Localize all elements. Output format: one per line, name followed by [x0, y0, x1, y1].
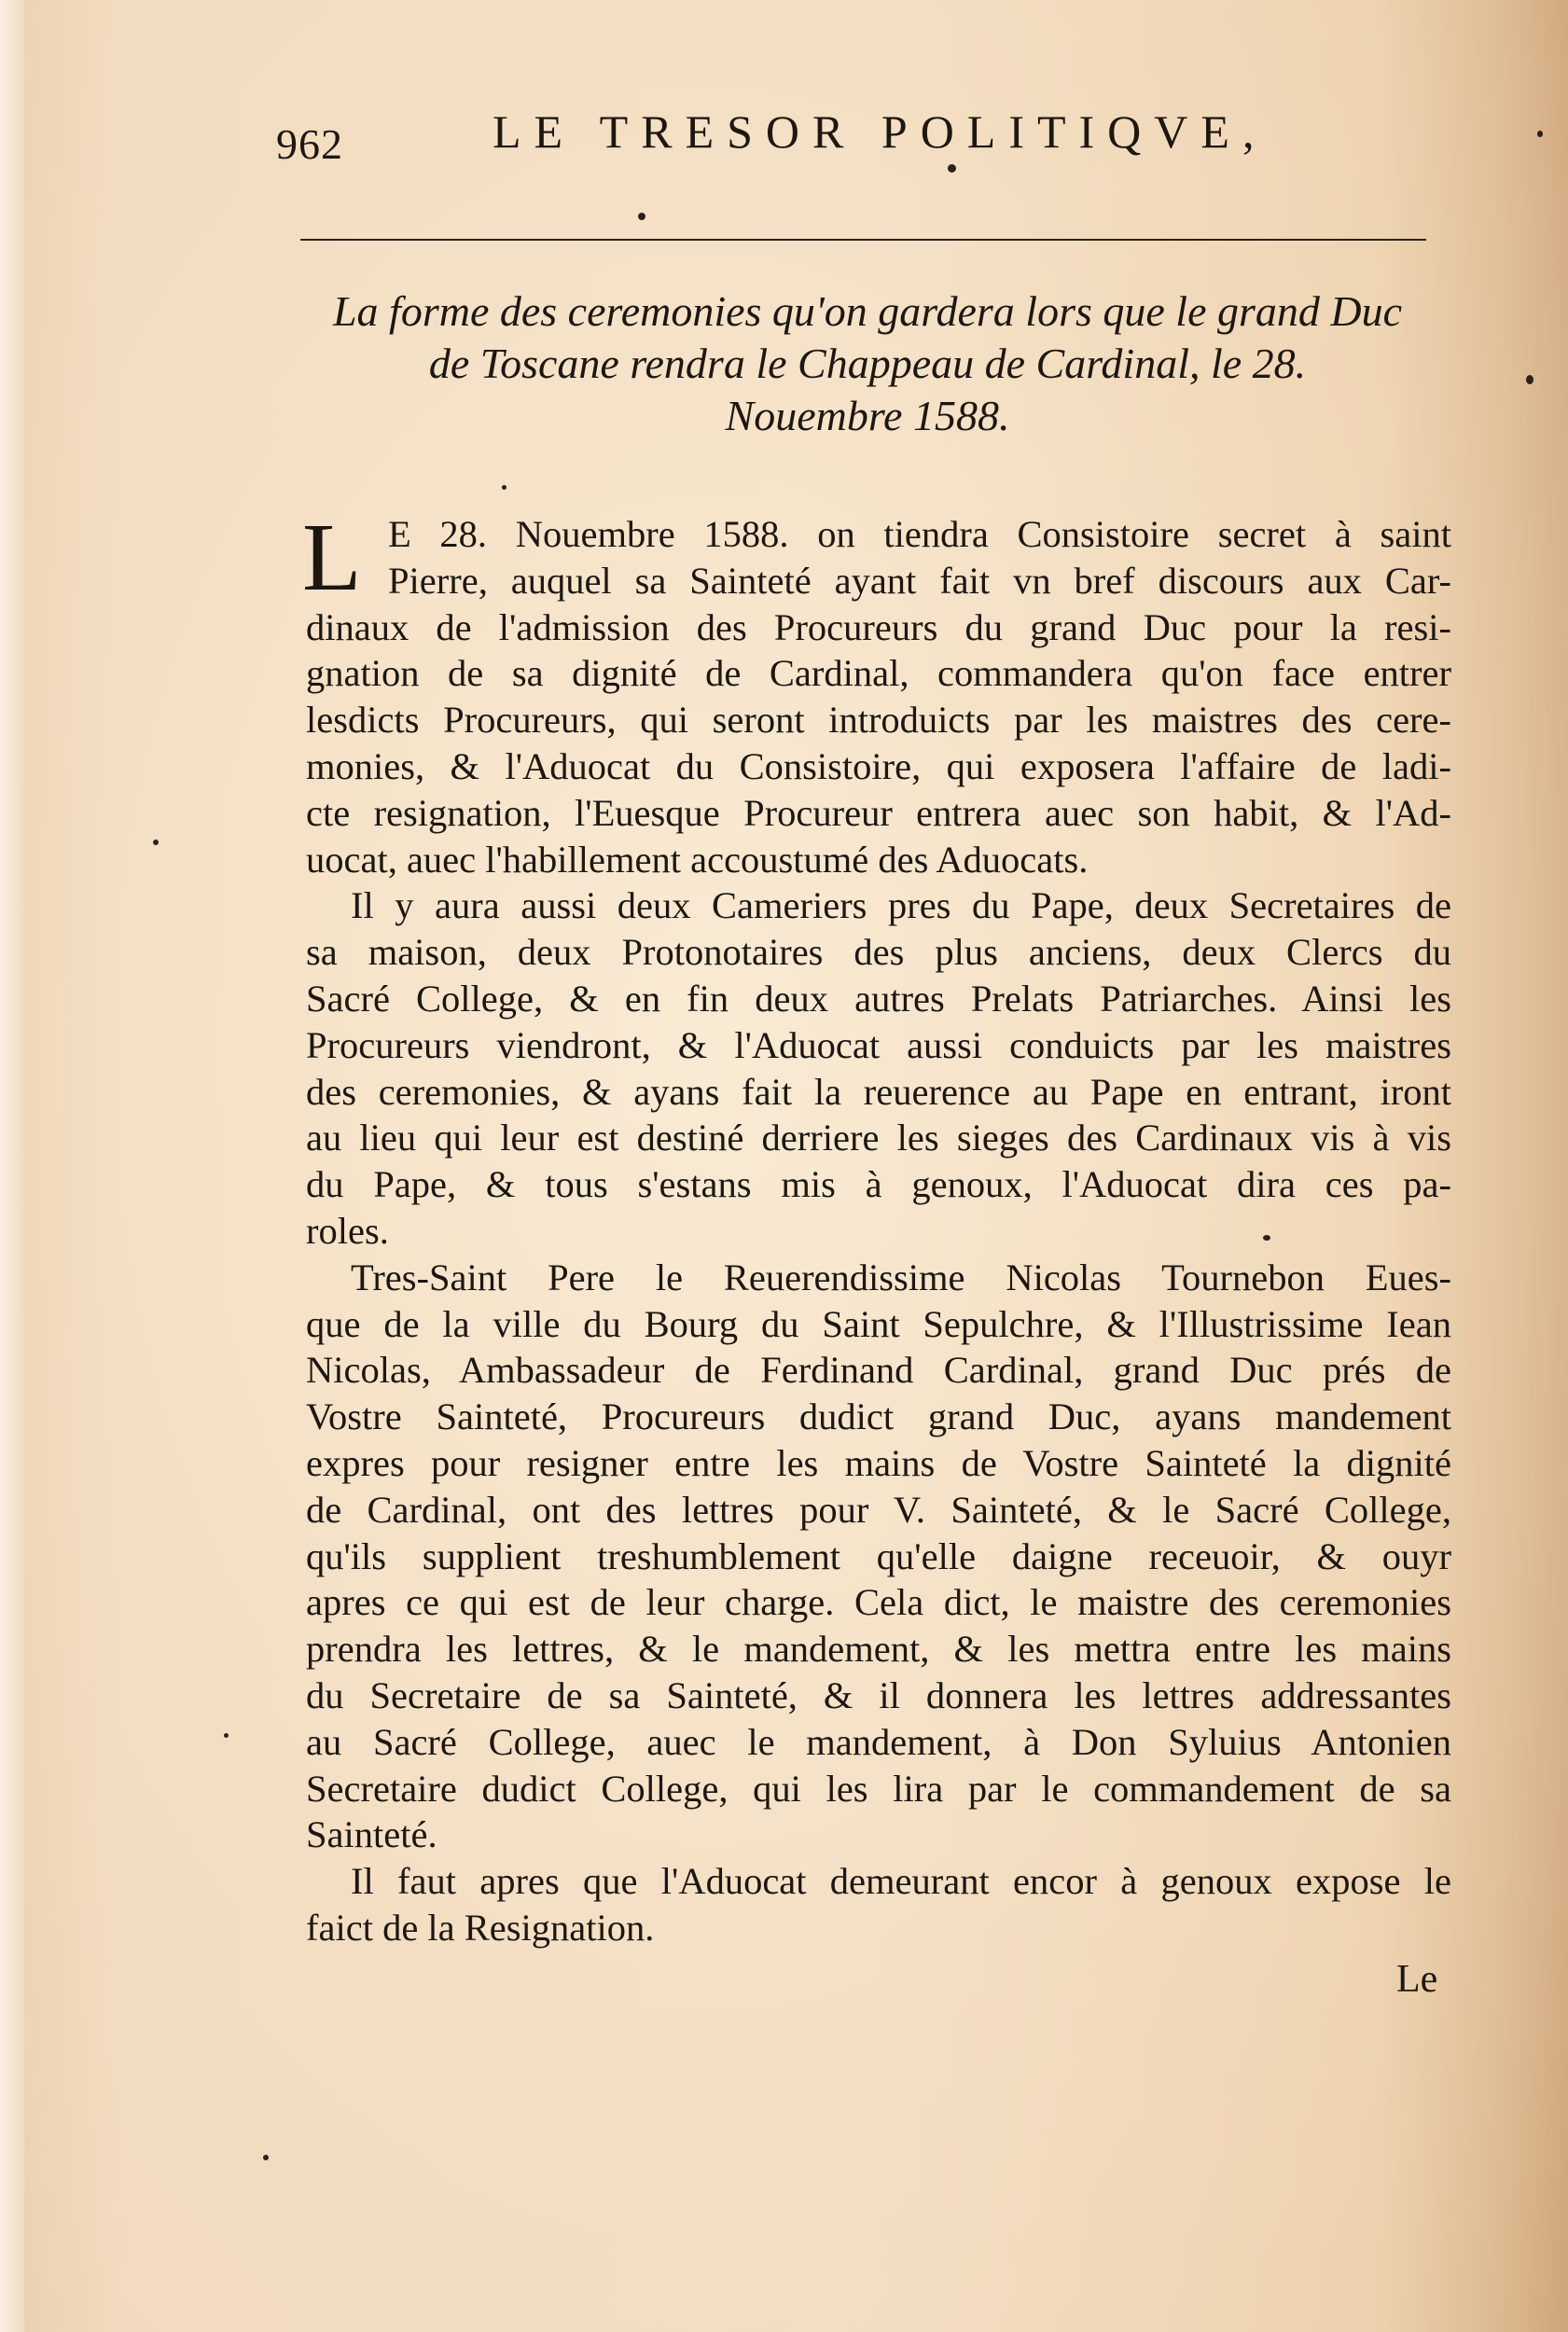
ink-speck	[1526, 375, 1533, 384]
text-line: Procureurs viendront, & l'Aduocat aussi conduicts par les maistres	[306, 1023, 1451, 1066]
text-line: gnation de sa dignité de Cardinal, commandera qu'on face entrer	[306, 652, 1451, 695]
text-line: Sacré College, & en fin deux autres Prelats Patriarches. Ainsi les	[306, 977, 1451, 1020]
text-line: de Cardinal, ont des lettres pour V. Sainteté, & le Sacré College,	[306, 1488, 1451, 1531]
text-line: Tres-Saint Pere le Reuerendissime Nicolas Tournebon Eues-	[351, 1256, 1451, 1298]
ink-speck	[948, 164, 956, 173]
text-line: du Pape, & tous s'estans mis à genoux, l'Aduocat dira ces pa-	[306, 1163, 1451, 1206]
title-line-1: La forme des ceremonies qu'on gardera lors que le grand Duc	[332, 287, 1403, 335]
text-line: Il faut apres que l'Aduocat demeurant encor à genoux expose le	[351, 1860, 1451, 1903]
page-gutter	[0, 0, 24, 2332]
text-line: apres ce qui est de leur charge. Cela dict, le maistre des ceremonies	[306, 1581, 1451, 1624]
text-line: Il y aura aussi deux Cameriers pres du Pape, deux Secretaires de	[351, 884, 1451, 927]
header-rule	[300, 239, 1426, 241]
ink-speck	[224, 1733, 229, 1738]
text-line: du Secretaire de sa Sainteté, & il donnera les lettres addressantes	[306, 1673, 1451, 1716]
ink-speck	[638, 213, 645, 220]
text-line: uocat, auec l'habillement accoustumé des Aduocats.	[306, 838, 1089, 881]
ink-speck	[502, 485, 506, 490]
ink-speck	[1537, 131, 1543, 137]
text-line: au lieu qui leur est destiné derriere les sieges des Cardinaux vis à vis	[306, 1117, 1451, 1159]
body-text	[306, 511, 1451, 1951]
catchword: Le	[1396, 1958, 1438, 2001]
section-title	[289, 285, 1446, 442]
drop-cap: L	[302, 504, 362, 611]
text-line: que de la ville du Bourg du Saint Sepulchre, & l'Illustrissime Iean	[306, 1302, 1451, 1345]
text-line: lesdicts Procureurs, qui seront introduicts par les maistres des cere-	[306, 699, 1451, 742]
text-line: Sainteté.	[306, 1813, 437, 1856]
text-line: des ceremonies, & ayans fait la reuerence au Pape en entrant, iront	[306, 1070, 1451, 1113]
ink-speck	[263, 2155, 269, 2160]
text-line: dinaux de l'admission des Procureurs du grand Duc pour la resi-	[306, 605, 1451, 648]
text-line: qu'ils supplient treshumblement qu'elle daigne receuoir, & ouyr	[306, 1534, 1451, 1577]
text-line: Secretaire dudict College, qui les lira par le commandement de sa	[306, 1767, 1451, 1810]
title-line-2: de Toscane rendra le Chappeau de Cardinal, le 28.	[428, 340, 1307, 387]
running-head: LE TRESOR POLITIQVE,	[493, 105, 1268, 158]
text-line: cte resignation, l'Euesque Procureur entrera auec son habit, & l'Ad-	[306, 791, 1451, 834]
title-line-3: Nouembre 1588.	[725, 392, 1010, 439]
text-line: prendra les lettres, & le mandement, & les mettra entre les mains	[306, 1628, 1451, 1671]
ink-speck	[153, 840, 159, 845]
text-line: expres pour resigner entre les mains de Vostre Sainteté la dignité	[306, 1441, 1451, 1484]
text-line: Nicolas, Ambassadeur de Ferdinand Cardinal, grand Duc prés de	[306, 1349, 1451, 1392]
text-line: monies, & l'Aduocat du Consistoire, qui exposera l'affaire de ladi-	[306, 744, 1451, 787]
text-line: sa maison, deux Protonotaires des plus anciens, deux Clercs du	[306, 931, 1451, 974]
text-line: au Sacré College, auec le mandement, à Don Syluius Antonien	[306, 1720, 1451, 1763]
text-line: Vostre Sainteté, Procureurs dudict grand Duc, ayans mandement	[306, 1395, 1451, 1438]
text-line: roles.	[306, 1209, 389, 1252]
text-line: Pierre, auquel sa Sainteté ayant fait vn bref discours aux Car-	[388, 559, 1451, 602]
text-line: faict de la Resignation.	[306, 1906, 655, 1949]
text-line: E 28. Nouembre 1588. on tiendra Consistoire secret à saint	[388, 513, 1451, 555]
page-number: 962	[276, 120, 343, 168]
